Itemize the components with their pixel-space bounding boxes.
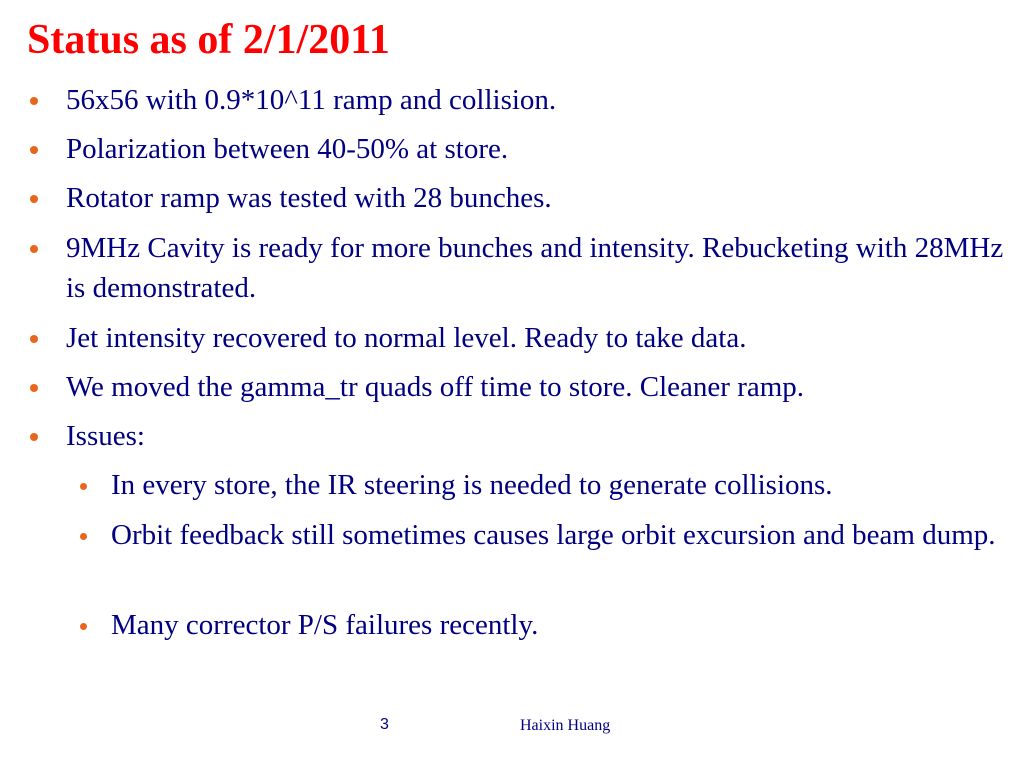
bullet-text: Polarization between 40-50% at store. xyxy=(66,133,509,165)
footer-author: Haixin Huang xyxy=(520,717,611,734)
bullet-item xyxy=(66,178,1006,218)
bullet-text: We moved the gamma_tr quads off time to store. Cleaner ramp. xyxy=(66,371,805,403)
sub-bullet-text: In every store, the IR steering is needed to generate collisions. xyxy=(111,469,833,501)
sub-bullet-text: Orbit feedback still sometimes causes large orbit excursion and beam dump. xyxy=(111,519,996,551)
page-number: 3 xyxy=(380,716,389,733)
bullet-item xyxy=(66,367,1006,407)
sub-bullet-item xyxy=(111,605,1011,645)
bullet-item xyxy=(66,318,1006,358)
bullet-text: Issues: xyxy=(66,420,145,452)
sub-bullet-item xyxy=(111,515,1011,555)
bullet-dot-icon xyxy=(30,384,38,392)
bullet-dot-icon xyxy=(30,245,38,253)
bullet-item xyxy=(66,129,1006,169)
bullet-dot-icon xyxy=(30,433,38,441)
sub-bullet-item xyxy=(111,465,1011,505)
bullet-dot-icon xyxy=(30,146,38,154)
bullet-text: Rotator ramp was tested with 28 bunches. xyxy=(66,182,552,214)
bullet-text: Jet intensity recovered to normal level. Ready to take data. xyxy=(66,322,747,354)
sub-bullet-text: Many corrector P/S failures recently. xyxy=(111,609,539,641)
bullet-dot-icon xyxy=(30,195,38,203)
bullet-item xyxy=(66,416,1006,456)
bullet-dot-icon xyxy=(80,533,87,540)
bullet-dot-icon xyxy=(30,335,38,343)
slide-title: Status as of 2/1/2011 xyxy=(27,17,390,63)
bullet-dot-icon xyxy=(80,483,87,490)
bullet-item xyxy=(66,228,1006,308)
bullet-item xyxy=(66,80,1006,120)
bullet-dot-icon xyxy=(30,97,38,105)
bullet-dot-icon xyxy=(80,623,87,630)
bullet-text: 56x56 with 0.9*10^11 ramp and collision. xyxy=(66,84,557,116)
bullet-text: 9MHz Cavity is ready for more bunches and intensity. Rebucketing with 28MHz is demonstrated. xyxy=(66,232,1004,304)
